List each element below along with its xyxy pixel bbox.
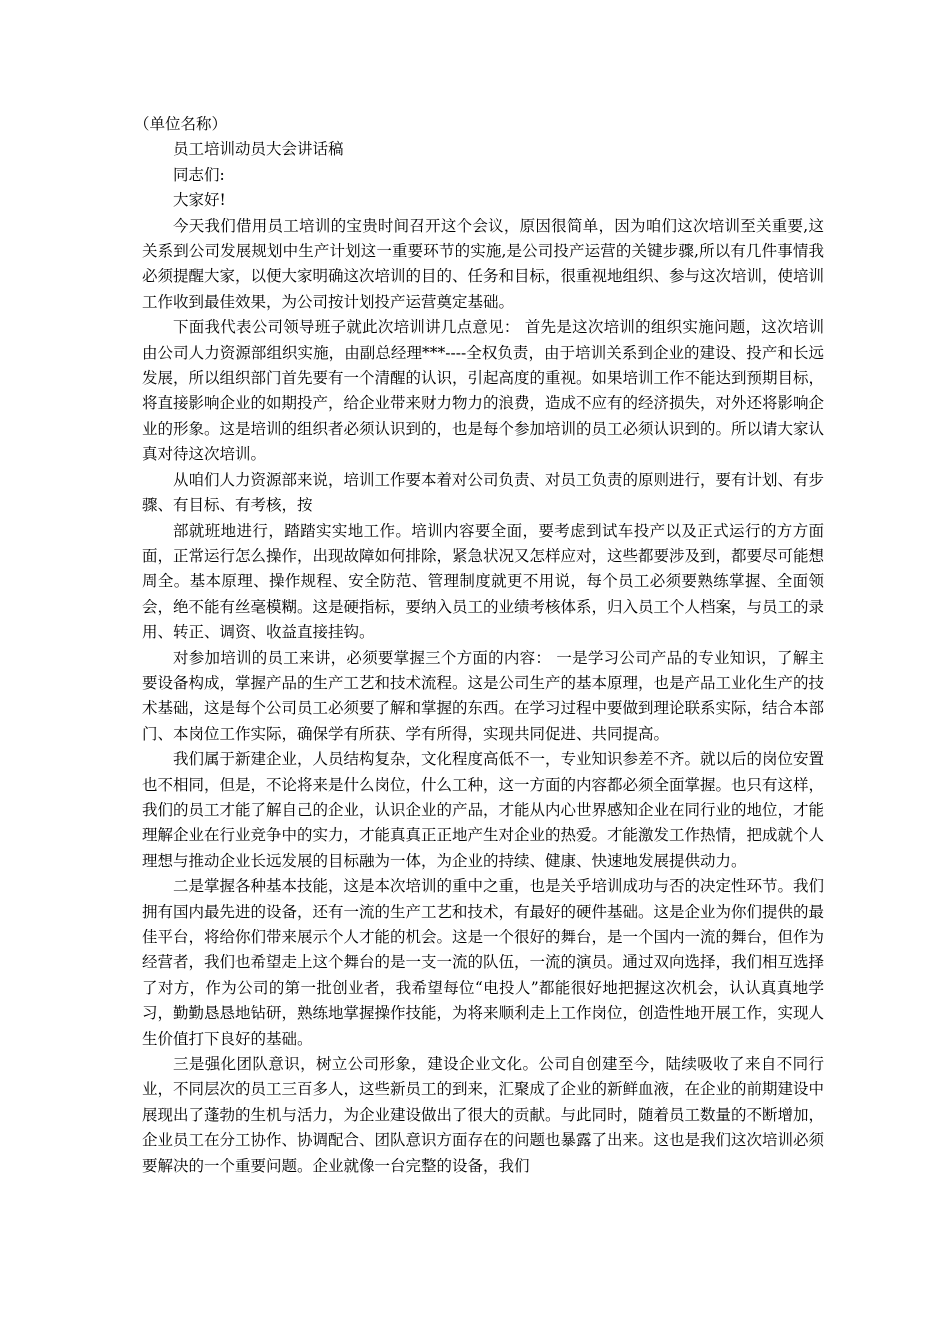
paragraph-8: 三是强化团队意识，树立公司形象，建设企业文化。公司自创建至今，陆续吸收了来自不同行业，不同层次的员工三百多人，这些新员工的到来，汇聚成了企业的新鲜血液，在企业的前期建设中展现出了蓬勃的生机与活力，为企业建设做出了很大的贡献。与此同时，随着员工数量的不断增加，企业员工在分工协作、协调配合、团队意识方面存在的问题也暴露了出来。这也是我们这次培训必须要解决的一个重要问题。企业就像一台完整的设备，我们 (142, 1055, 825, 1175)
paragraph-3: 从咱们人力资源部来说，培训工作要本着对公司负责、对员工负责的原则进行，要有计划、有步骤、有目标、有考核，按 (142, 470, 825, 515)
unit-name: （单位名称） (134, 115, 228, 133)
paragraph-2: 下面我代表公司领导班子就此次培训讲几点意见： 首先是这次培训的组织实施问题，这次培训由公司人力资源部组织实施，由副总经理***----全权负责，由于培训关系到企业的建设、投产和长远发展，所以组织部门首先要有一个清醒的认识，引起高度的重视。如果培训工作不能达到预期目标，将直接影响企业的如期投产，给企业带来财力物力的浪费，造成不应有的经济损失，对外还将影响企业的形象。这是培训的组织者必须认识到的，也是每个参加培训的员工必须认识到的。所以请大家认真对待这次培训。 (142, 318, 825, 464)
paragraph-4: 部就班地进行，踏踏实实地工作。培训内容要全面，要考虑到试车投产以及正式运行的方方面面，正常运行怎么操作，出现故障如何排除，紧急状况又怎样应对，这些都要涉及到，都要尽可能想周全。基本原理、操作规程、安全防范、管理制度就更不用说，每个员工必须要熟练掌握、全面领会，绝不能有丝毫模糊。这是硬指标，要纳入员工的业绩考核体系，归入员工个人档案，与员工的录用、转正、调资、收益直接挂钩。 (142, 521, 825, 642)
document-page (134, 112, 825, 1179)
greeting: 大家好! (173, 191, 226, 210)
document-title: 员工培训动员大会讲话稿 (173, 140, 344, 159)
paragraph-1: 今天我们借用员工培训的宝贵时间召开这个会议，原因很简单，因为咱们这次培训至关重要,这关系到公司发展规划中生产计划这一重要环节的实施,是公司投产运营的关键步骤,所以有几件事情我必须提醒大家，以便大家明确这次培训的目的、任务和目标，很重视地组织、参与这次培训，使培训工作收到最佳效果，为公司按计划投产运营奠定基础。 (142, 216, 825, 311)
paragraph-7: 二是掌握各种基本技能，这是本次培训的重中之重，也是关乎培训成功与否的决定性环节。我们拥有国内最先进的设备，还有一流的生产工艺和技术，有最好的硬件基础。这是企业为你们提供的最佳平台，将给你们带来展示个人才能的机会。这是一个很好的舞台，是一个国内一流的舞台，但作为经营者，我们也希望走上这个舞台的是一支一流的队伍，一流的演员。通过双向选择，我们相互选择了对方，作为公司的第一批创业者，我希望每位“电投人”都能很好地把握这次机会，认认真真地学习，勤勤恳恳地钻研，熟练地掌握操作技能，为将来顺利走上工作岗位，创造性地开展工作，实现人生价值打下良好的基础。 (142, 877, 825, 1048)
salutation: 同志们: (173, 165, 225, 184)
paragraph-5: 对参加培训的员工来讲，必须要掌握三个方面的内容： 一是学习公司产品的专业知识，了解主要设备构成，掌握产品的生产工艺和技术流程。这是公司生产的基本原理，也是产品工业化生产的技术基础，这是每个公司员工必须要了解和掌握的东西。在学习过程中要做到理论联系实际，结合本部门、本岗位工作实际，确保学有所获、学有所得，实现共同促进、共同提高。 (142, 648, 825, 743)
paragraph-6: 我们属于新建企业，人员结构复杂，文化程度高低不一，专业知识参差不齐。就以后的岗位安置也不相同，但是，不论将来是什么岗位，什么工种，这一方面的内容都必须全面掌握。也只有这样，我们的员工才能了解自己的企业，认识企业的产品，才能从内心世界感知企业在同行业的地位，才能理解企业在行业竞争中的实力，才能真真正正地产生对企业的热爱。才能激发工作热情，把成就个人理想与推动企业长远发展的目标融为一体，为企业的持续、健康、快速地发展提供动力。 (142, 750, 825, 870)
